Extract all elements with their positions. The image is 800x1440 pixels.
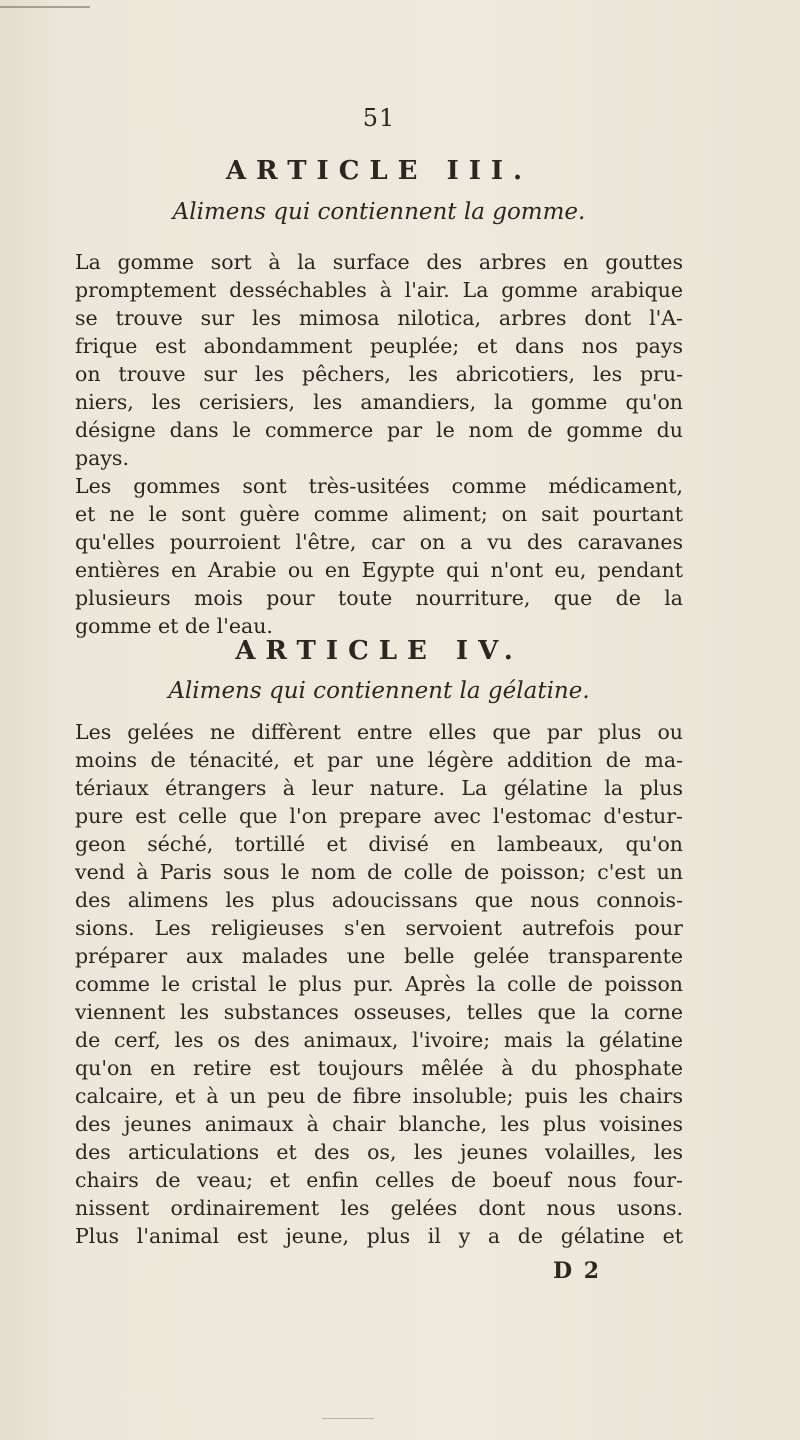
article-3-line: se trouve sur les mimosa nilotica, arbres dont l'A- — [75, 306, 683, 330]
article-4-line: sions. Les religieuses s'en servoient autrefois pour — [75, 916, 683, 940]
article-3-line: pays. — [75, 446, 129, 470]
article-3-line: qu'elles pourroient l'être, car on a vu des caravanes — [75, 530, 683, 554]
article-4-line: chairs de veau; et enfin celles de boeuf nous four- — [75, 1168, 683, 1192]
article-4-line: Plus l'animal est jeune, plus il y a de gélatine et — [75, 1224, 683, 1248]
text-column — [75, 0, 683, 1440]
article-3-line: on trouve sur les pêchers, les abricotiers, les pru- — [75, 362, 683, 386]
article-4-line: calcaire, et à un peu de fibre insoluble; puis les chairs — [75, 1084, 683, 1108]
article-3-word: ARTICLE — [225, 156, 428, 186]
article-4-line: viennent les substances osseuses, telles que la corne — [75, 1000, 683, 1024]
article-3-line: gomme et de l'eau. — [75, 614, 273, 638]
signature-mark: D 2 — [553, 1258, 602, 1284]
article-3-line: plusieurs mois pour toute nourriture, que de la — [75, 586, 683, 610]
article-4-heading — [75, 636, 683, 666]
article-4-line: nissent ordinairement les gelées dont nous usons. — [75, 1196, 683, 1220]
article-4-line: comme le cristal le plus pur. Après la colle de poisson — [75, 972, 683, 996]
article-3-line: La gomme sort à la surface des arbres en gouttes — [75, 250, 683, 274]
article-4-numeral: IV. — [455, 636, 523, 666]
article-3-title: Alimens qui contiennent la gomme. — [172, 199, 586, 225]
article-4-line: geon séché, tortillé et divisé en lambeaux, qu'on — [75, 832, 683, 856]
article-3-line: Les gommes sont très-usitées comme médicament, — [75, 474, 683, 498]
article-4-line: vend à Paris sous le nom de colle de poisson; c'est un — [75, 860, 683, 884]
article-4-line: tériaux étrangers à leur nature. La gélatine la plus — [75, 776, 683, 800]
article-3-line: frique est abondamment peuplée; et dans nos pays — [75, 334, 683, 358]
page-number: 51 — [362, 104, 396, 132]
bottom-rule — [322, 1418, 374, 1419]
article-3-numeral: III. — [446, 156, 533, 186]
article-3-line: et ne le sont guère comme aliment; on sait pourtant — [75, 502, 683, 526]
article-4-line: de cerf, les os des animaux, l'ivoire; mais la gélatine — [75, 1028, 683, 1052]
article-4-title: Alimens qui contiennent la gélatine. — [168, 678, 590, 704]
article-4-line: des jeunes animaux à chair blanche, les plus voisines — [75, 1112, 683, 1136]
article-4-line: moins de ténacité, et par une légère addition de ma- — [75, 748, 683, 772]
article-4-line: des articulations et des os, les jeunes volailles, les — [75, 1140, 683, 1164]
article-3-line: désigne dans le commerce par le nom de gomme du — [75, 418, 683, 442]
article-4-line: des alimens les plus adoucissans que nous connois- — [75, 888, 683, 912]
article-3-heading — [75, 156, 683, 186]
article-3-line: entières en Arabie ou en Egypte qui n'ont eu, pendant — [75, 558, 683, 582]
article-3-line: promptement desséchables à l'air. La gomme arabique — [75, 278, 683, 302]
article-4-line: Les gelées ne diffèrent entre elles que par plus ou — [75, 720, 683, 744]
article-4-line: préparer aux malades une belle gelée transparente — [75, 944, 683, 968]
article-4-line: pure est celle que l'on prepare avec l'estomac d'estur- — [75, 804, 683, 828]
article-4-line: qu'on en retire est toujours mêlée à du phosphate — [75, 1056, 683, 1080]
article-3-line: niers, les cerisiers, les amandiers, la gomme qu'on — [75, 390, 683, 414]
article-4-word: ARTICLE — [235, 636, 437, 666]
